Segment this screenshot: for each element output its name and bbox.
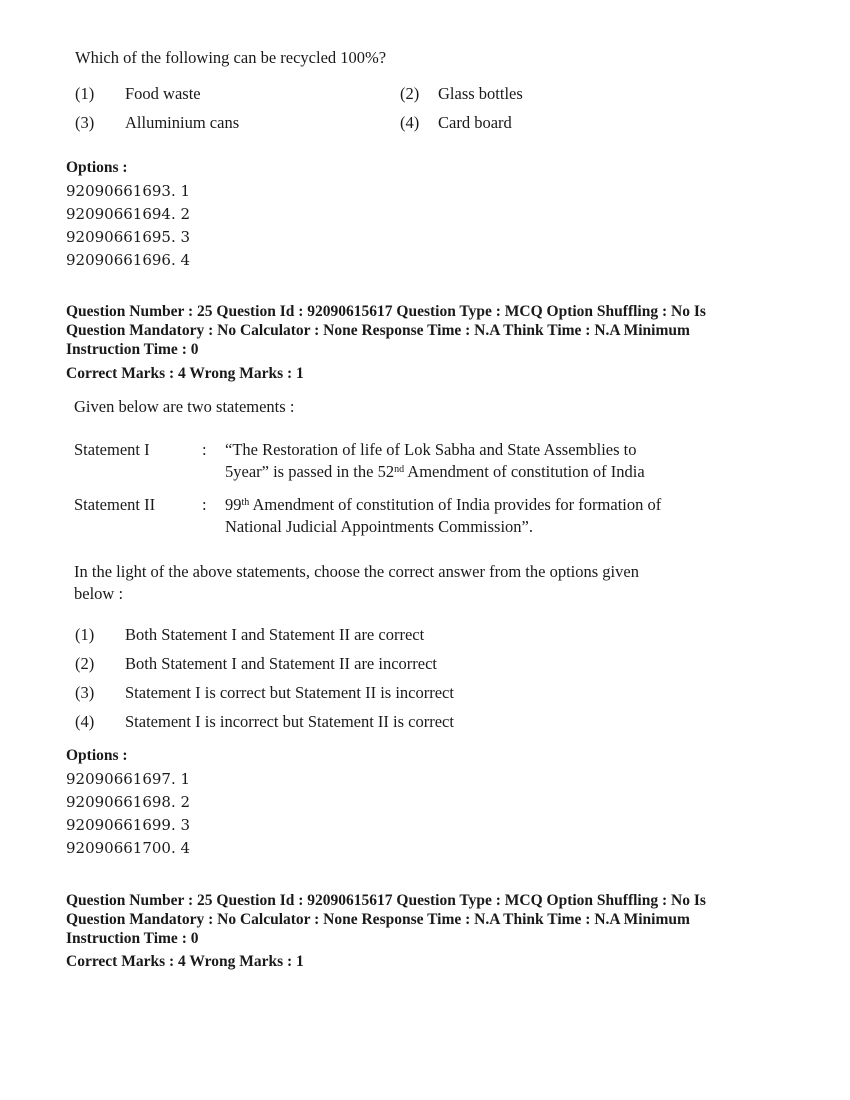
question-prompt	[74, 561, 774, 605]
choice-number: (4)	[400, 113, 420, 132]
option-id: 92090661695. 3	[66, 228, 191, 246]
choice-number: (3)	[75, 683, 95, 702]
superscript: th	[241, 497, 250, 508]
choice-number: (4)	[75, 712, 95, 731]
choice-text: Both Statement I and Statement II are correct	[125, 625, 425, 644]
meta-line: Question Number : 25 Question Id : 92090615617 Question Type : MCQ Option Shuffling : No Is	[66, 303, 706, 320]
meta-line: Question Mandatory : No Calculator : None Response Time : N.A Think Time : N.A Minimum	[66, 322, 690, 339]
meta-line: Question Mandatory : No Calculator : None Response Time : N.A Think Time : N.A Minimum	[66, 911, 690, 928]
statement-1-text	[225, 439, 745, 483]
choice-number: (1)	[75, 625, 95, 644]
option-id: 92090661693. 1	[66, 182, 191, 200]
marks-line: Correct Marks : 4 Wrong Marks : 1	[66, 953, 304, 970]
statement-segment: Amendment of constitution of India	[404, 462, 645, 481]
statement-2-label: Statement II	[74, 495, 156, 514]
choice-text: Food waste	[125, 84, 201, 103]
choice-text: Statement I is correct but Statement II is incorrect	[125, 683, 454, 702]
option-id: 92090661697. 1	[66, 770, 191, 788]
option-id: 92090661700. 4	[66, 839, 191, 857]
statement-line: “The Restoration of life of Lok Sabha and State Assemblies to	[225, 440, 637, 459]
choice-text: Glass bottles	[438, 84, 523, 103]
option-id: 92090661696. 4	[66, 251, 191, 269]
options-label: Options :	[66, 159, 128, 176]
meta-line: Question Number : 25 Question Id : 92090615617 Question Type : MCQ Option Shuffling : No Is	[66, 892, 706, 909]
prompt-line: below :	[74, 584, 124, 603]
choice-number: (2)	[75, 654, 95, 673]
question-intro: Given below are two statements :	[74, 397, 295, 416]
meta-line: Instruction Time : 0	[66, 930, 199, 947]
statement-line: National Judicial Appointments Commission”.	[225, 517, 533, 536]
prompt-line: In the light of the above statements, choose the correct answer from the options given	[74, 562, 639, 581]
question-meta	[66, 302, 766, 359]
choice-text: Card board	[438, 113, 512, 132]
option-id: 92090661698. 2	[66, 793, 191, 811]
choice-text: Both Statement I and Statement II are incorrect	[125, 654, 438, 673]
statement-2-text	[225, 494, 745, 538]
statement-segment: Amendment of constitution of India provides for formation of	[249, 495, 662, 514]
option-id: 92090661694. 2	[66, 205, 191, 223]
choice-number: (2)	[400, 84, 420, 103]
choice-text: Statement I is incorrect but Statement II is correct	[125, 712, 454, 731]
choice-text: Alluminium cans	[125, 113, 240, 132]
statement-segment: 99	[225, 495, 242, 514]
marks-line: Correct Marks : 4 Wrong Marks : 1	[66, 365, 304, 382]
statement-line	[225, 461, 745, 483]
question-text: Which of the following can be recycled 100%?	[75, 48, 387, 67]
question-meta	[66, 891, 766, 948]
superscript: nd	[394, 464, 405, 475]
options-label: Options :	[66, 747, 128, 764]
statement-segment: 5year” is passed in the 52	[225, 462, 395, 481]
statement-1-label: Statement I	[74, 440, 150, 459]
statement-line	[225, 494, 745, 516]
choice-number: (1)	[75, 84, 95, 103]
statement-colon: :	[202, 495, 207, 514]
statement-colon: :	[202, 440, 207, 459]
option-id: 92090661699. 3	[66, 816, 191, 834]
choice-number: (3)	[75, 113, 95, 132]
meta-line: Instruction Time : 0	[66, 341, 199, 358]
